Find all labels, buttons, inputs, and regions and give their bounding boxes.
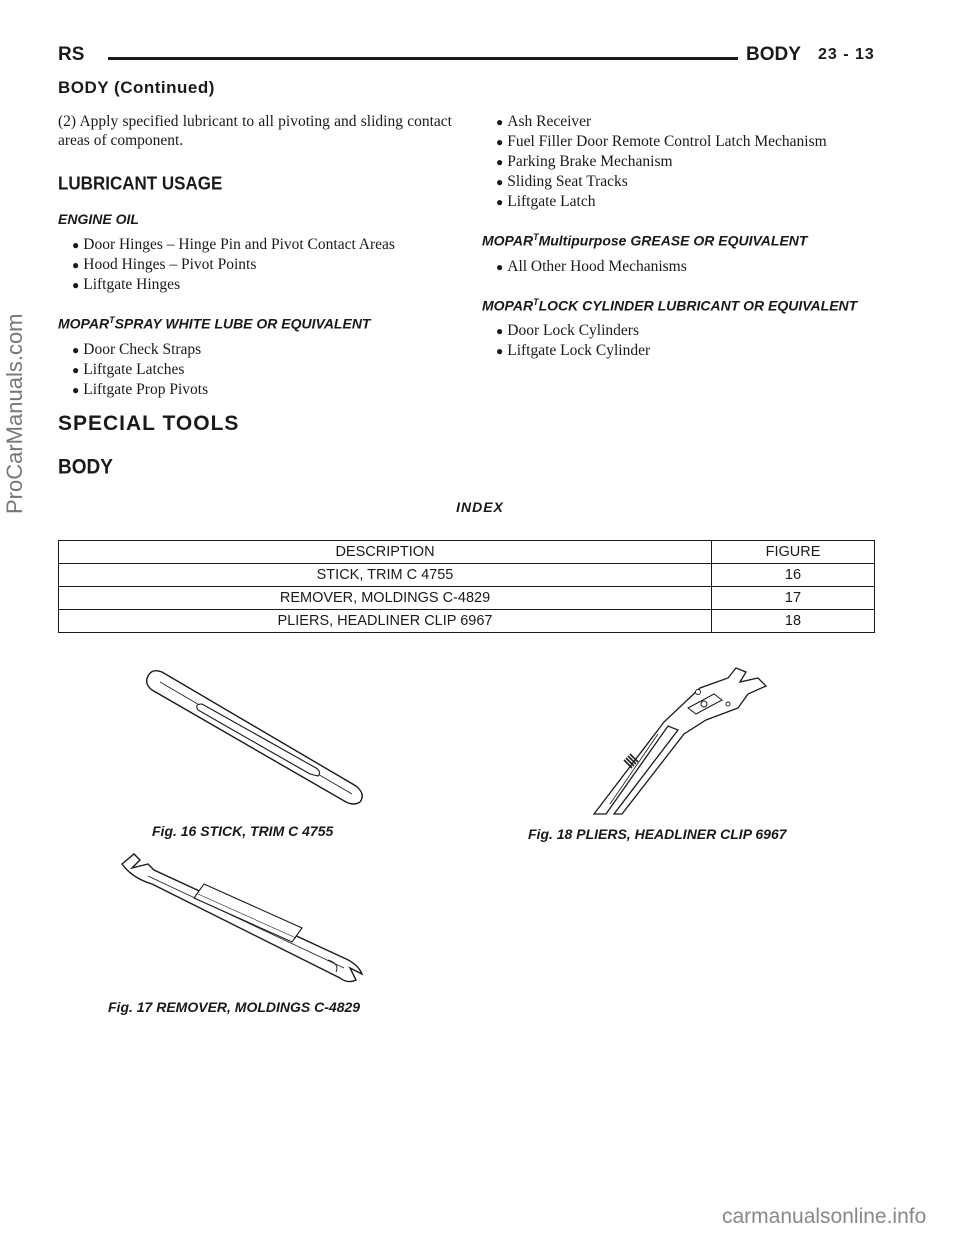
table-row <box>59 587 875 610</box>
lock-lubricant-heading: $MOPAR^TLOCK$ CYLINDER LUBRICANT OR EQUIVALENT <box>482 296 858 314</box>
table-row <box>59 564 875 587</box>
bullet-icon: ● <box>496 175 504 189</box>
table-cell: 16 <box>712 564 875 587</box>
index-title: INDEX <box>456 499 504 515</box>
bullet-icon: ● <box>72 362 80 377</box>
list-item: ● Hood Hinges – Pivot Points <box>72 256 257 273</box>
right-column <box>482 112 876 361</box>
trademark-mark: T <box>533 296 539 307</box>
table-cell: REMOVER, MOLDINGS C-4829 <box>59 587 712 610</box>
list-item: ● Ash Receiver <box>496 113 592 130</box>
header-manual-code: RS <box>58 44 85 65</box>
spray-lube-heading: $MOPAR^TSPRAY$ WHITE LUBE OR EQUIVALENT <box>58 315 371 332</box>
table-cell: 18 <box>712 610 875 633</box>
list-item: ● Parking Brake Mechanism <box>496 153 673 170</box>
list-item: ● Sliding Seat Tracks <box>496 173 628 190</box>
header-section-title: BODY <box>746 44 801 65</box>
engine-oil-heading: ENGINE OIL <box>58 211 139 227</box>
figure-caption-16: Fig. 16 STICK, TRIM C 4755 <box>152 823 334 839</box>
list-item: ● Liftgate Hinges <box>72 276 181 293</box>
trademark-mark: T <box>533 232 539 242</box>
figure-caption-18: Fig. 18 PLIERS, HEADLINER CLIP 6967 <box>528 826 787 842</box>
side-watermark: ProCarManuals.com <box>2 313 27 514</box>
bullet-icon: ● <box>496 344 504 359</box>
list-item: ● Liftgate Lock Cylinder <box>496 342 651 360</box>
lubricant-usage-heading: LUBRICANT USAGE <box>58 173 223 194</box>
header-cell: FIGURE <box>712 541 875 564</box>
bullet-icon: ● <box>496 135 504 149</box>
header-rule <box>108 57 738 60</box>
list-item: ● Door Check Straps <box>72 340 202 358</box>
header-cell: DESCRIPTION <box>59 541 712 564</box>
special-tools-heading: SPECIAL TOOLS <box>58 412 240 435</box>
table-cell: 17 <box>712 587 875 610</box>
page-number: 23 - 13 <box>818 46 875 63</box>
headliner-clip-pliers-illustration <box>588 664 774 820</box>
left-column <box>58 112 452 400</box>
bottom-watermark: carmanualsonline.info <box>722 1205 927 1228</box>
bullet-icon: ● <box>72 382 80 397</box>
index-table <box>58 540 875 633</box>
table-header-row <box>59 541 875 564</box>
bullet-icon: ● <box>72 258 80 272</box>
bullet-icon: ● <box>72 278 80 292</box>
table-row <box>59 610 875 633</box>
bullet-icon: ● <box>72 238 80 252</box>
trademark-mark: T <box>109 315 115 325</box>
bullet-icon: ● <box>496 155 504 169</box>
list-item: ● Door Hinges – Hinge Pin and Pivot Contact Areas <box>72 236 395 253</box>
list-item: ● Liftgate Latch <box>496 193 596 210</box>
section-continued-heading: BODY (Continued) <box>58 78 215 97</box>
bullet-icon: ● <box>496 115 504 129</box>
moldings-remover-illustration <box>118 850 372 988</box>
bullet-icon: ● <box>496 259 504 274</box>
bullet-icon: ● <box>496 324 504 339</box>
table-cell: STICK, TRIM C 4755 <box>59 564 712 587</box>
list-item: ● Door Lock Cylinders <box>496 322 639 340</box>
list-item: ● Fuel Filler Door Remote Control Latch Mechanism <box>496 133 827 150</box>
intro-paragraph: (2) Apply specified lubricant to all pivoting and sliding contact areas of component. <box>58 113 452 149</box>
list-item: ● Liftgate Prop Pivots <box>72 380 209 398</box>
bullet-icon: ● <box>496 195 504 209</box>
figure-caption-17: Fig. 17 REMOVER, MOLDINGS C-4829 <box>108 999 361 1015</box>
list-item: ● Liftgate Latches <box>72 360 185 378</box>
body-subheading: BODY <box>58 456 113 480</box>
trim-stick-illustration <box>138 664 368 810</box>
list-item: ● All Other Hood Mechanisms <box>496 257 687 275</box>
table-cell: PLIERS, HEADLINER CLIP 6967 <box>59 610 712 633</box>
grease-heading: $MOPAR^TMultipurpose$ GREASE OR EQUIVALENT <box>482 232 808 249</box>
bullet-icon: ● <box>72 342 80 357</box>
